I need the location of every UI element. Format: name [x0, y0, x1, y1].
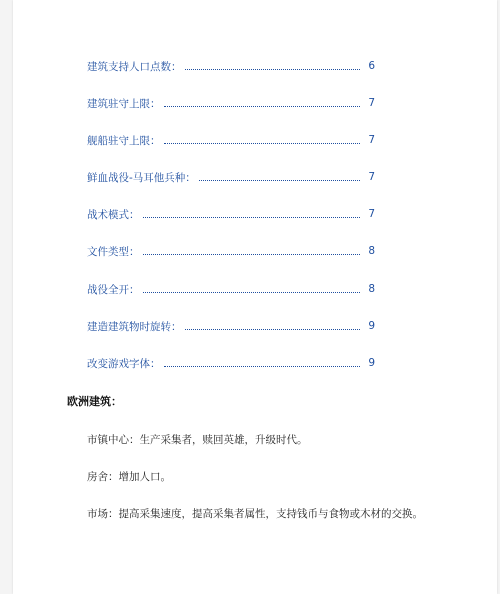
toc-entry[interactable] [87, 318, 375, 334]
toc-entry[interactable] [87, 243, 375, 259]
toc-entry-title: 鲜血战役-马耳他兵种： [87, 171, 196, 184]
toc-entry-title: 战术模式： [87, 208, 140, 221]
toc-entry[interactable] [87, 281, 375, 297]
toc-dot-leader [164, 105, 361, 107]
toc-entry-page: 9 [368, 320, 375, 332]
toc-entry-page: 7 [368, 171, 375, 183]
toc-entry[interactable] [87, 169, 375, 185]
toc-dot-leader [143, 253, 361, 255]
toc-entry-title: 文件类型： [87, 245, 140, 258]
body-paragraph: 房舍：增加人口。 [87, 471, 171, 483]
toc-dot-leader [143, 291, 361, 293]
toc-dot-leader [185, 328, 361, 330]
toc-entry-page: 7 [368, 97, 375, 109]
toc-dot-leader [185, 68, 361, 70]
body-paragraph: 市场：提高采集速度，提高采集者属性，支持钱币与食物或木材的交换。 [87, 508, 423, 520]
toc-entry[interactable] [87, 58, 375, 74]
toc-entry-title: 建筑支持人口点数： [87, 60, 182, 73]
toc-entry-title: 舰船驻守上限： [87, 134, 161, 147]
toc-dot-leader [199, 179, 360, 181]
toc-entry-page: 7 [368, 208, 375, 220]
toc-dot-leader [164, 365, 361, 367]
toc-entry-title: 改变游戏字体： [87, 357, 161, 370]
toc-entry-page: 8 [368, 245, 375, 257]
toc-entry[interactable] [87, 206, 375, 222]
document-page [13, 0, 497, 594]
toc-entry[interactable] [87, 132, 375, 148]
toc-dot-leader [164, 142, 361, 144]
section-heading: 欧洲建筑： [67, 395, 122, 408]
toc-dot-leader [143, 216, 361, 218]
toc-entry-page: 7 [368, 134, 375, 146]
toc-entry[interactable] [87, 355, 375, 371]
toc-entry-title: 建造建筑物时旋转： [87, 320, 182, 333]
body-paragraph: 市镇中心：生产采集者，赎回英雄，升级时代。 [87, 434, 308, 446]
toc-entry-page: 8 [368, 283, 375, 295]
toc-entry-title: 战役全开： [87, 283, 140, 296]
toc-entry-title: 建筑驻守上限： [87, 97, 161, 110]
toc-entry-page: 6 [368, 60, 375, 72]
toc-entry[interactable] [87, 95, 375, 111]
toc-entry-page: 9 [368, 357, 375, 369]
